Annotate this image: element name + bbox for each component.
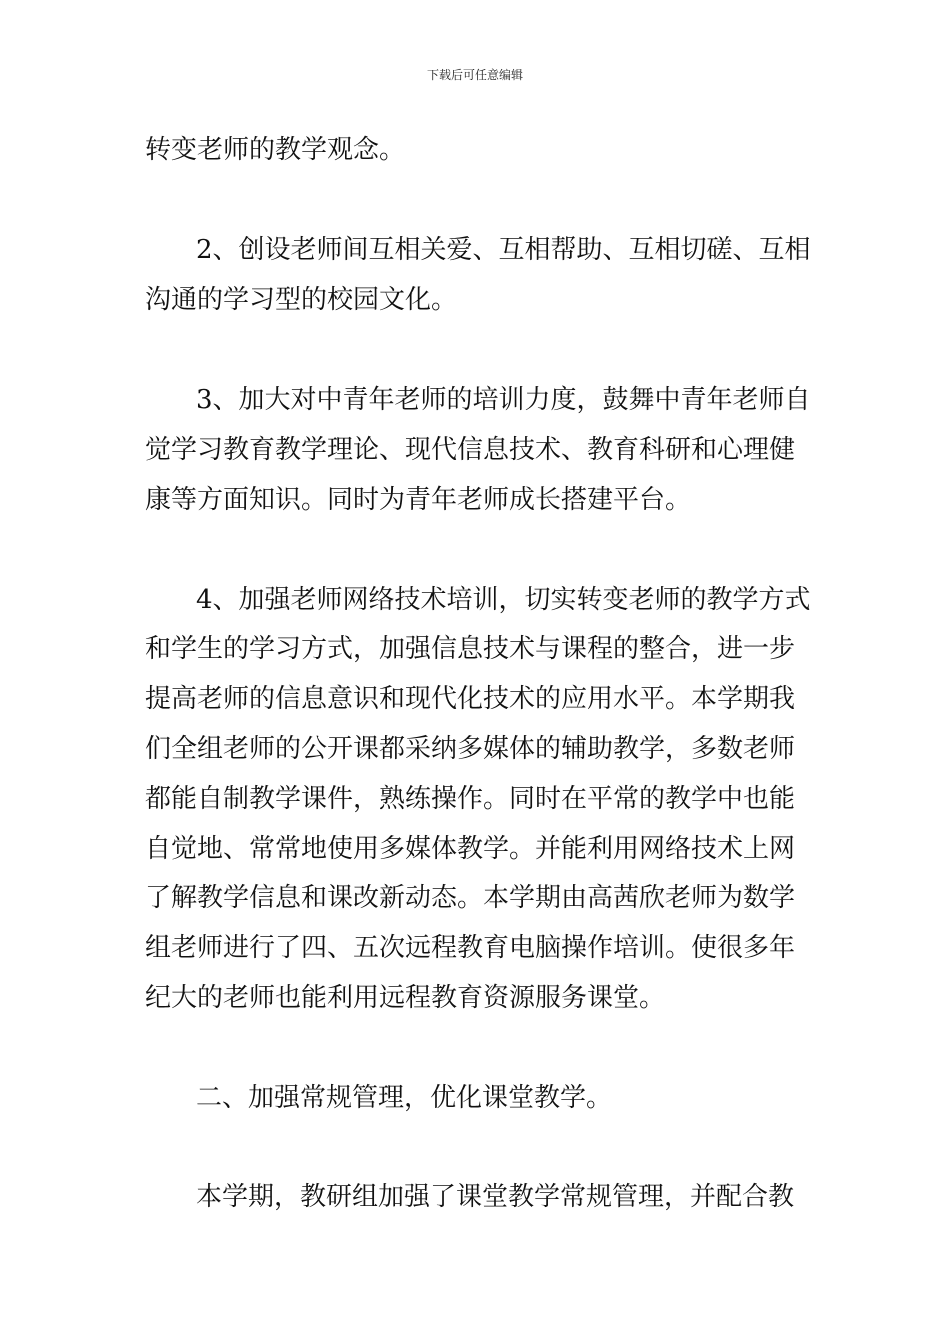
text-line: 3、加大对中青年老师的培训力度，鼓舞中青年老师自 (196, 385, 811, 415)
text-line: 们全组老师的公开课都采纳多媒体的辅助教学，多数老师 (145, 734, 796, 764)
text-line: 了解教学信息和课改新动态。本学期由高茜欣老师为数学 (145, 883, 796, 913)
text-line: 提高老师的信息意识和现代化技术的应用水平。本学期我 (145, 684, 796, 714)
page-header: 下载后可任意编辑 (426, 68, 523, 82)
section-heading: 二、加强常规管理，优化课堂教学。 (196, 1083, 613, 1113)
text-line: 觉学习教育教学理论、现代信息技术、教育科研和心理健 (145, 435, 796, 465)
text-line: 和学生的学习方式，加强信息技术与课程的整合，进一步 (145, 634, 796, 664)
text-line: 自觉地、常常地使用多媒体教学。并能利用网络技术上网 (145, 834, 796, 864)
text-line: 本学期，教研组加强了课堂教学常规管理，并配合教 (196, 1182, 795, 1212)
text-line: 沟通的学习型的校园文化。 (145, 285, 458, 315)
text-line: 4、加强老师网络技术培训，切实转变老师的教学方式 (196, 585, 811, 615)
text-line: 2、创设老师间互相关爱、互相帮助、互相切磋、互相 (196, 235, 811, 265)
text-line: 都能自制教学课件，熟练操作。同时在平常的教学中也能 (145, 784, 796, 814)
text-line: 转变老师的教学观念。 (145, 135, 406, 165)
text-line: 纪大的老师也能利用远程教育资源服务课堂。 (145, 983, 666, 1013)
text-line: 康等方面知识。同时为青年老师成长搭建平台。 (145, 485, 692, 515)
text-line: 组老师进行了四、五次远程教育电脑操作培训。使很多年 (145, 933, 796, 963)
